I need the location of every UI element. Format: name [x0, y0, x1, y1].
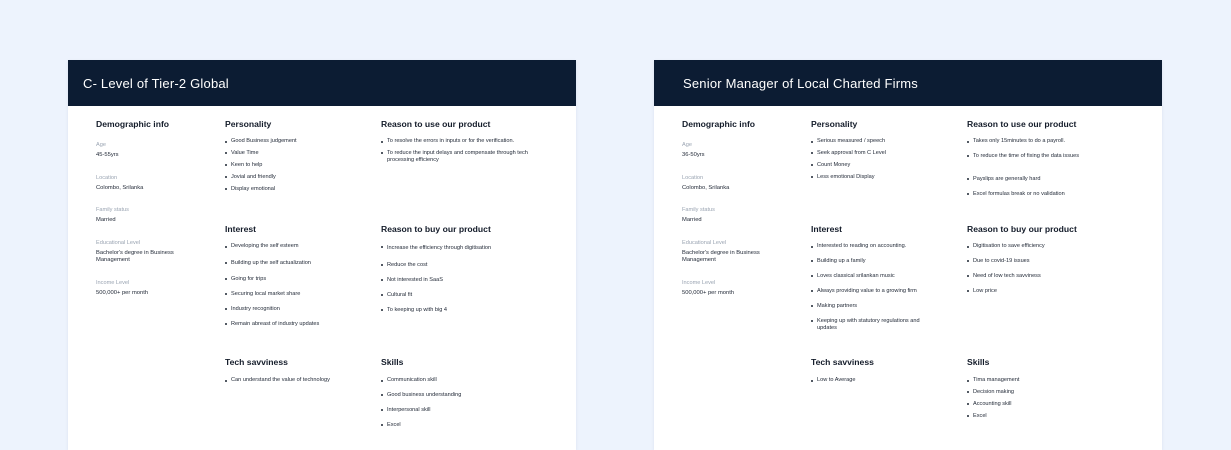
card-title: C- Level of Tier-2 Global [68, 60, 576, 106]
tech-savviness-section [225, 357, 335, 389]
skills-section [381, 357, 521, 434]
list-item: Making partners [811, 303, 936, 310]
reason-to-buy-section [381, 224, 506, 319]
list-item: Decision making [967, 389, 1107, 396]
list-item: Value Time [225, 150, 365, 157]
list-item: Count Money [811, 162, 951, 169]
list-item: Building up a family [811, 258, 936, 265]
list-item: Keen to help [225, 162, 365, 169]
list-item: Due to covid-19 issues [967, 258, 1107, 265]
list-item: Excel [381, 422, 521, 429]
persona-card [654, 60, 1162, 450]
list-item: Serious measured / speech [811, 138, 951, 145]
tech-savviness-section [811, 357, 921, 389]
list-item: To keeping up with big 4 [381, 307, 506, 314]
list-item: Developing the self esteem [225, 243, 365, 250]
list-item: Accounting skill [967, 401, 1107, 408]
section-heading: Tech savviness [811, 357, 874, 367]
list-item: Loves classical srilankan music [811, 273, 936, 280]
section-heading: Skills [967, 357, 990, 367]
family-status-value: Married [682, 217, 702, 224]
list-item: Good business understanding [381, 392, 521, 399]
list-item: Good Business judgement [225, 138, 365, 145]
income-value: 500,000+ per month [682, 289, 735, 296]
age-value: 45-55yrs [96, 152, 119, 158]
list-item: Excel formulas break or no validation [967, 191, 1127, 198]
section-heading: Reason to buy our product [381, 224, 491, 234]
education-value: Bachelor's degree in Business Management [682, 249, 760, 264]
income-label: Income Level [682, 279, 716, 286]
reason-to-use-section [967, 119, 1127, 203]
reason-to-use-section [381, 119, 531, 169]
list-item: Always providing value to a growing firm [811, 288, 936, 295]
list-item: Cultural fit [381, 292, 506, 299]
list-item: Low price [967, 288, 1107, 295]
list-item: Can understand the value of technology [225, 377, 335, 384]
list-item: Excel [967, 413, 1107, 420]
family-status-label: Family status [96, 207, 129, 214]
income-value: 500,000+ per month [96, 289, 149, 296]
card-title: Senior Manager of Local Charted Firms [654, 60, 1162, 106]
section-heading: Reason to buy our product [967, 224, 1077, 234]
location-value: Colombo, Srilanka [682, 184, 730, 191]
list-item: Interested to reading on accounting. [811, 243, 936, 250]
reason-to-buy-section [967, 224, 1107, 300]
list-item: To resolve the errors in inputs or for the verification. [381, 138, 531, 145]
education-label: Educational Level [682, 239, 727, 246]
list-item: Jovial and friendly [225, 174, 365, 181]
list-item: Low to Average [811, 377, 921, 384]
personality-section [811, 119, 951, 186]
age-label: Age [682, 142, 692, 148]
location-value: Colombo, Srilanka [96, 184, 144, 191]
list-item: To reduce the time of fixing the data issues [967, 153, 1127, 160]
family-status-value: Married [96, 217, 116, 224]
list-item: Increase the efficiency through digitisation [381, 243, 506, 254]
family-status-label: Family status [682, 207, 715, 214]
list-item: Not interested in SaaS [381, 277, 506, 284]
personality-section [225, 119, 365, 198]
location-label: Location [96, 174, 118, 181]
section-heading: Skills [381, 357, 404, 367]
list-item: Need of low tech savviness [967, 273, 1107, 280]
list-item: Industry recognition [225, 306, 365, 313]
list-item: Less emotional Display [811, 174, 951, 181]
age-value: 36-50yrs [682, 152, 705, 158]
section-heading: Personality [225, 119, 272, 129]
location-label: Location [682, 174, 704, 181]
skills-section [967, 357, 1107, 425]
section-heading: Interest [811, 224, 843, 234]
list-item: Takes only 15minutes to do a payroll. [967, 138, 1127, 145]
list-item: To reduce the input delays and compensate through tech processing efficiency [381, 150, 531, 164]
section-heading: Reason to use our product [381, 119, 491, 129]
list-item: Seek approval from C Level [811, 150, 951, 157]
section-heading: Demographic info [96, 119, 170, 129]
section-heading: Tech savviness [225, 357, 288, 367]
demographic-section [682, 119, 797, 297]
section-heading: Reason to use our product [967, 119, 1077, 129]
list-item: Digitisation to save efficiency [967, 243, 1107, 250]
list-item: Payslips are generally hard [967, 176, 1127, 183]
list-item: Reduce the cost [381, 262, 506, 269]
list-item: Interpersonal skill [381, 407, 521, 414]
interest-section [225, 224, 365, 333]
interest-section [811, 224, 936, 337]
list-item: Display emotional [225, 186, 365, 193]
list-item: Securing local market share [225, 291, 365, 298]
list-item: Keeping up with statutory regulations and updates [811, 318, 936, 332]
income-label: Income Level [96, 279, 130, 286]
section-heading: Interest [225, 224, 257, 234]
list-item: Building up the self actualization [225, 260, 365, 267]
section-heading: Demographic info [682, 119, 756, 129]
persona-card [68, 60, 576, 450]
demographic-section [96, 119, 211, 297]
list-item: Tima management [967, 377, 1107, 384]
list-item: Remain abreast of industry updates [225, 321, 365, 328]
list-item: Communication skill [381, 377, 521, 384]
list-item: Going for trips [225, 276, 365, 283]
age-label: Age [96, 142, 106, 148]
education-label: Educational Level [96, 239, 141, 246]
education-value: Bachelor's degree in Business Management [96, 249, 174, 264]
section-heading: Personality [811, 119, 858, 129]
